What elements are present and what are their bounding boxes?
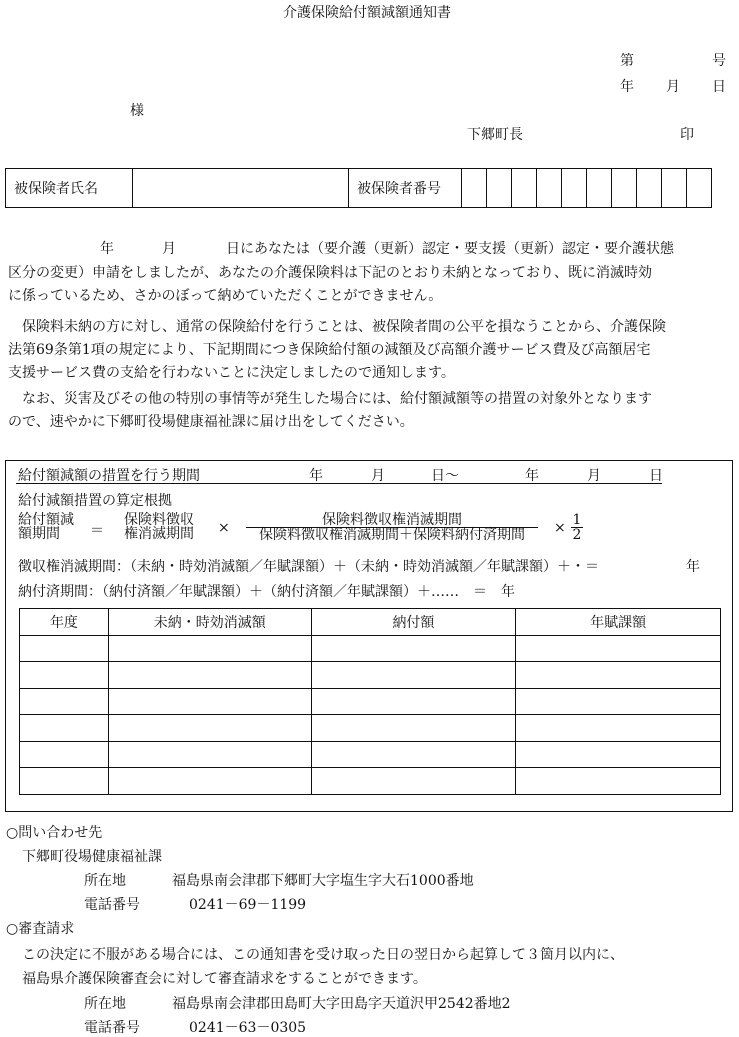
review-address: 福島県南会津郡田島町大字田島字天道沢甲2542番地2 — [172, 996, 511, 1012]
doc-number-prefix: 第 — [620, 53, 634, 69]
table-row — [20, 768, 721, 795]
insured-number-digit[interactable] — [562, 169, 587, 208]
inquiry-tel: 0241－69－1199 — [189, 897, 307, 913]
formula-fraction — [246, 513, 538, 542]
date-day: 日 — [712, 79, 726, 95]
insured-number-digit[interactable] — [662, 169, 687, 208]
period-to-month: 月 — [587, 468, 601, 484]
doc-number-suffix: 号 — [712, 53, 726, 69]
date-year: 年 — [620, 79, 634, 95]
period-to-day: 日 — [649, 468, 663, 484]
insured-number-digit[interactable] — [612, 169, 637, 208]
col-fiscal-year: 年度 — [20, 609, 109, 636]
half-fraction — [571, 513, 583, 542]
inquiry-office: 下郷町役場健康福祉課 — [22, 849, 162, 865]
extinct-period-unit: 年 — [686, 559, 700, 575]
insured-number-digit[interactable] — [637, 169, 662, 208]
sender-name: 下郷町長 — [467, 127, 523, 143]
p2-line2: 法第69条第1項の規定により、下記期間につき保険給付額の減額及び高額介護サービス費及び高額居宅 — [8, 342, 651, 358]
col-annual-levy: 年賦課額 — [516, 609, 721, 636]
formula-lhs-top: 給付額減 — [18, 512, 74, 528]
review-address-label: 所在地 — [84, 996, 126, 1012]
formula-times-2: × — [554, 520, 566, 536]
formula-equals: ＝ — [90, 523, 104, 539]
formula-a-top: 保険料徴収 — [124, 512, 194, 528]
half-denominator: 2 — [572, 527, 582, 543]
document-title: 介護保険給付額減額通知書 — [283, 5, 451, 21]
insured-name-label: 被保険者氏名 — [6, 169, 133, 208]
period-to-year: 年 — [525, 468, 539, 484]
p1-day: 日 — [226, 241, 240, 257]
basis-label: 給付減額措置の算定根拠 — [18, 493, 172, 509]
inquiry-tel-label: 電話番号 — [84, 897, 140, 913]
insured-number-digit[interactable] — [537, 169, 562, 208]
review-heading: ○審査請求 — [6, 921, 75, 937]
extinct-period-line: 徴収権消滅期間：（未納・時効消滅額／年賦課額）＋（未納・時効消滅額／年賦課額）＋・＝ — [18, 559, 599, 575]
inquiry-heading: ○問い合わせ先 — [6, 825, 103, 841]
formula-a-bottom: 権消滅期間 — [124, 526, 194, 542]
insured-number-digit[interactable] — [687, 169, 712, 208]
payment-history-table — [19, 608, 721, 795]
review-line1: この決定に不服がある場合には、この通知書を受け取った日の翌日から起算して３箇月以内に、 — [22, 947, 624, 963]
period-from-month: 月 — [371, 468, 385, 484]
table-row — [20, 741, 721, 768]
review-line2: 福島県介護保険審査会に対して審査請求をすることができます。 — [22, 971, 427, 987]
addressee-suffix: 様 — [130, 103, 144, 119]
review-tel: 0241－63－0305 — [189, 1020, 307, 1036]
insured-number-digit[interactable] — [587, 169, 612, 208]
inquiry-address: 福島県南会津郡下郷町大字塩生字大石1000番地 — [172, 873, 474, 889]
col-paid-amount: 納付額 — [311, 609, 516, 636]
insured-id-table — [5, 168, 712, 208]
paid-period-line: 納付済期間：（納付済額／年賦課額）＋（納付済額／年賦課額）＋…… ＝ 年 — [18, 584, 515, 600]
table-row — [20, 635, 721, 662]
date-month: 月 — [666, 79, 680, 95]
fraction-numerator: 保険料徴収権消滅期間 — [246, 513, 538, 528]
p1-line2: 区分の変更）申請をしましたが、あなたの介護保険料は下記のとおり未納となっており、既に消滅時効 — [8, 265, 652, 281]
period-from-year: 年 — [309, 468, 323, 484]
period-from-day: 日～ — [431, 468, 459, 484]
p2-line3: 支援サービス費の支給を行わないことに決定しましたので通知します。 — [8, 365, 455, 381]
p3-line2: ので、速やかに下郷町役場健康福祉課に届け出をしてください。 — [8, 414, 414, 430]
p1-year: 年 — [100, 241, 114, 257]
inquiry-address-label: 所在地 — [84, 873, 126, 889]
p1-line1: にあなたは（要介護（更新）認定・要支援（更新）認定・要介護状態 — [240, 241, 674, 257]
seal-mark: 印 — [680, 127, 694, 143]
insured-number-digit[interactable] — [462, 169, 487, 208]
p3-line1: なお、災害及びその他の特別の事情等が発生した場合には、給付額減額等の措置の対象外となります — [22, 391, 652, 407]
fraction-denominator: 保険料徴収権消滅期間＋保険料納付済期間 — [259, 527, 525, 543]
formula-lhs-bottom: 額期間 — [18, 526, 60, 542]
formula-times: × — [218, 520, 230, 536]
table-header-row — [20, 609, 721, 636]
p2-line1: 保険料未納の方に対し、通常の保険給付を行うことは、被保険者間の公平を損なうことから、介護保険 — [22, 319, 666, 335]
review-tel-label: 電話番号 — [84, 1020, 140, 1036]
insured-number-digit[interactable] — [487, 169, 512, 208]
col-unpaid-amount: 未納・時効消滅額 — [108, 609, 311, 636]
insured-name-field[interactable] — [133, 169, 349, 208]
p1-month: 月 — [162, 241, 176, 257]
half-numerator: 1 — [572, 512, 582, 528]
insured-number-label: 被保険者番号 — [349, 169, 462, 208]
table-row — [20, 715, 721, 742]
p1-line3: に係っているため、さかのぼって納めていただくことができません。 — [8, 288, 443, 304]
period-label: 給付額減額の措置を行う期間 — [18, 468, 200, 484]
table-row — [20, 662, 721, 689]
table-row — [20, 688, 721, 715]
calculation-box — [5, 460, 733, 812]
insured-number-digit[interactable] — [512, 169, 537, 208]
